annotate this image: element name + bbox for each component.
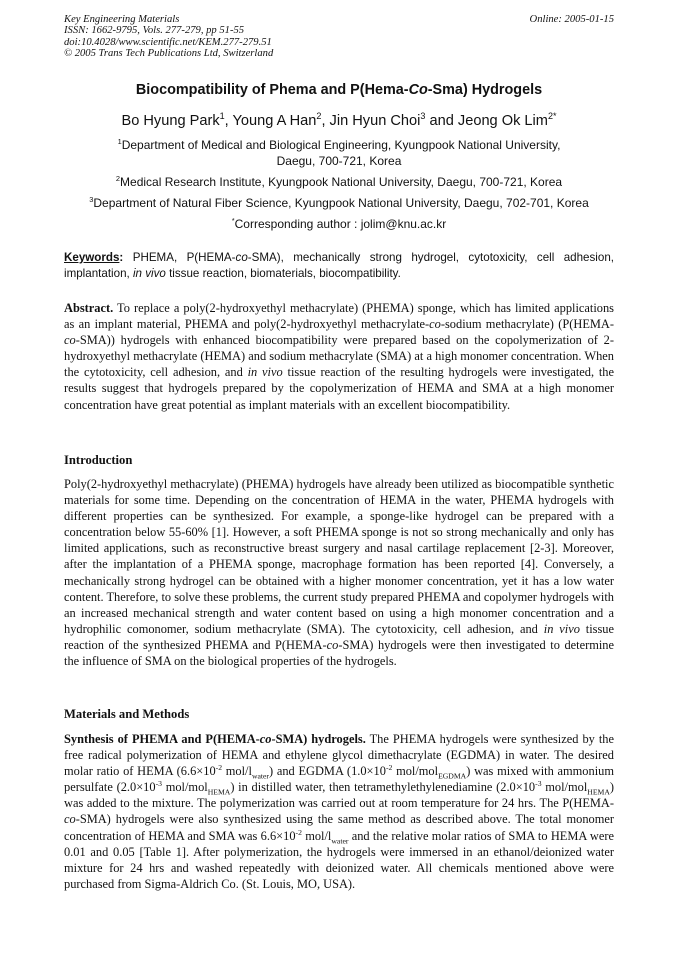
body-text: ) and EGDMA (1.0×10 [268,764,386,779]
subscript: HEMA [587,787,610,797]
keywords-label: Keywords [64,251,120,264]
corresponding-email: Corresponding author : jolim@knu.ac.kr [234,217,447,231]
title-text: Biocompatibility of Phema and P(Hema- [135,82,409,98]
paper-title [64,82,614,98]
subscript: water [251,771,269,781]
affil-mark: 3 [89,195,94,204]
author: and Jeong Ok Lim [425,113,548,129]
affil-mark: 2* [547,111,557,122]
body-italic: co [326,637,339,652]
body-text: mol/l [222,764,252,779]
journal-doi: doi:10.4028/www.scientific.net/KEM.277-279.51 [64,36,272,48]
author: , Young A Han [224,113,317,129]
abstract [64,300,614,413]
abstract-text: tissue reaction of the resulting hydrogels were investigated, the results suggest that hydrogels prepared by the copolymerization of HEMA and SMA at a high monomer concentration have great potential as implant materials with an excellent biocompatibility. [64,365,615,412]
introduction-paragraph [64,476,614,669]
exponent: -3 [155,779,162,789]
title-text-end: -Sma) Hydrogels [427,82,543,98]
section-heading-methods: Materials and Methods [64,707,190,721]
body-text: mol/mol [541,780,588,795]
body-text: and the relative molar ratios of SMA to HEMA were 0.01 and 0.05 [Table 1]. After polymerization, the hydrogels were immersed in an ethanol/deionized water mixture for 24 hrs and washed repeatedly with deionized water. All chemicals mentioned above were purchased from Sigma-Aldrich Co. (St. Louis, MO, USA). [64,828,614,891]
subsection-title-italic: co [259,732,272,746]
methods-paragraph [64,731,614,892]
body-text: ) in distilled water, then tetramethylethylenediamine (2.0×10 [230,780,536,795]
keywords-text: PHEMA, P(HEMA- [123,251,236,264]
abstract-italic: in vivo [247,365,283,380]
body-text: -SMA) hydrogels were also synthesized using the same method as described above. The total monomer concentration of HEMA and SMA was 6.6×10 [64,812,614,843]
body-text: mol/mol [392,764,439,779]
affil-mark: 3 [420,111,426,122]
subscript: HEMA [207,787,231,797]
body-text: -SMA) hydrogels were then investigated to determine the influence of SMA on the biological properties of the hydrogels. [64,637,614,669]
affil-mark: * [231,216,235,225]
exponent: -2 [385,763,393,773]
body-text: ) was added to the mixture. The polymerization was carried out at room temperature for 24 hrs. The P(HEMA- [64,780,615,811]
abstract-text: -sodium methacrylate) (P(HEMA- [440,317,615,332]
affil-mark: 1 [219,111,225,122]
journal-issn: ISSN: 1662-9795, Vols. 277-279, pp 51-55 [64,25,245,37]
body-italic: in vivo [543,621,580,636]
affiliation-3 [40,196,638,212]
keywords [64,250,614,282]
corresponding-author [64,217,614,233]
body-text: The PHEMA hydrogels were synthesized by the free radical polymerization of HEMA and ethylene glycol dimethacrylate (EGDMA) in water. The desired molar ratio of HEMA (6.6×10 [64,732,614,779]
affiliation-text: Medical Research Institute, Kyungpook National University, Daegu, 700-721, Korea [120,175,563,189]
affiliation-text: Department of Medical and Biological Engineering, Kyungpook National University, [121,138,561,152]
abstract-italic: co [64,333,76,348]
exponent: -3 [535,779,542,789]
keywords-text: -SMA), mechanically strong hydrogel, cytotoxicity, cell adhesion, implantation, [64,251,614,280]
affil-mark: 2 [115,174,121,183]
body-italic: co [64,812,76,827]
keywords-italic: co [235,251,248,264]
subscript: water [331,836,349,846]
affiliation-2 [64,175,614,191]
subsection-title: Synthesis of PHEMA and P(HEMA- [64,732,260,746]
keywords-colon: : [119,251,124,264]
affiliation-1 [64,138,614,169]
journal-copyright: © 2005 Trans Tech Publications Ltd, Switzerland [64,48,274,60]
affiliation-text: Daegu, 700-721, Korea [276,153,402,168]
body-text: mol/mol [161,780,208,795]
body-text: mol/l [301,828,332,843]
journal-name: Key Engineering Materials [64,14,180,25]
body-text: Poly(2-hydroxyethyl methacrylate) (PHEMA) hydrogels have already been utilized as biocompatible synthetic materials for some time. Depending on the concentration of HEMA in the water, PHEMA hydrogels with different properties can be synthesized. For example, a sponge-like hydrogel can be prepared with a concentration below 55-60% [1]. However, a soft PHEMA sponge is not so strong mechanically and only has limited applications, such as reconstructive breast surgery and nasal cartilage replacement [2-3]. Moreover, after the implantation of a PHEMA sponge, macrophage formation has been reported [4]. Conversely, a mechanically strong hydrogel can be obtained with a higher monomer concentration, yet it has a low water content. Therefore, to solve these problems, the current study prepared PHEMA and copolymer hydrogels with an increased mechanical strength and water content based on using a high monomer concentration and a hydrophilic comonomer, sodium methacrylate (SMA). The cytotoxicity, cell adhesion, and [64,477,614,636]
exponent: -2 [295,827,302,837]
affil-mark: 1 [117,137,122,146]
title-italic: Co [408,82,428,98]
abstract-text: -SMA)) hydrogels with enhanced biocompatibility were prepared based on the copolymerization of 2-hydroxyethyl methacrylate (HEMA) and sodium methacrylate (SMA) at a high monomer concentration. When the cytotoxicity, cell adhesion, and [64,333,614,380]
subscript: EGDMA [438,771,467,781]
subsection-title: -SMA) hydrogels. [271,732,366,746]
author-list [40,113,638,129]
affiliation-text: Department of Natural Fiber Science, Kyungpook National University, Daegu, 702-701, Korea [93,196,589,210]
body-text: ) was mixed with ammonium persulfate (2.0×10 [64,764,614,795]
abstract-label: Abstract. [64,301,114,315]
journal-header [64,14,614,60]
keywords-text: tissue reaction, biomaterials, biocompatibility. [165,267,401,280]
abstract-italic: co [429,317,441,332]
author: , Jin Hyun Choi [321,113,421,129]
section-heading-introduction: Introduction [64,453,133,467]
affil-mark: 2 [316,111,322,122]
abstract-text: To replace a poly(2-hydroxyethyl methacrylate) (PHEMA) sponge, which has limited applications as an implant material, PHEMA and poly(2-hydroxyethyl methacrylate- [64,301,614,332]
body-text: tissue reaction of the synthesized PHEMA and P(HEMA- [64,621,615,652]
exponent: -2 [215,763,223,773]
online-date: Online: 2005-01-15 [529,14,614,25]
author: Bo Hyung Park [121,113,220,129]
keywords-italic: in vivo [132,267,166,280]
